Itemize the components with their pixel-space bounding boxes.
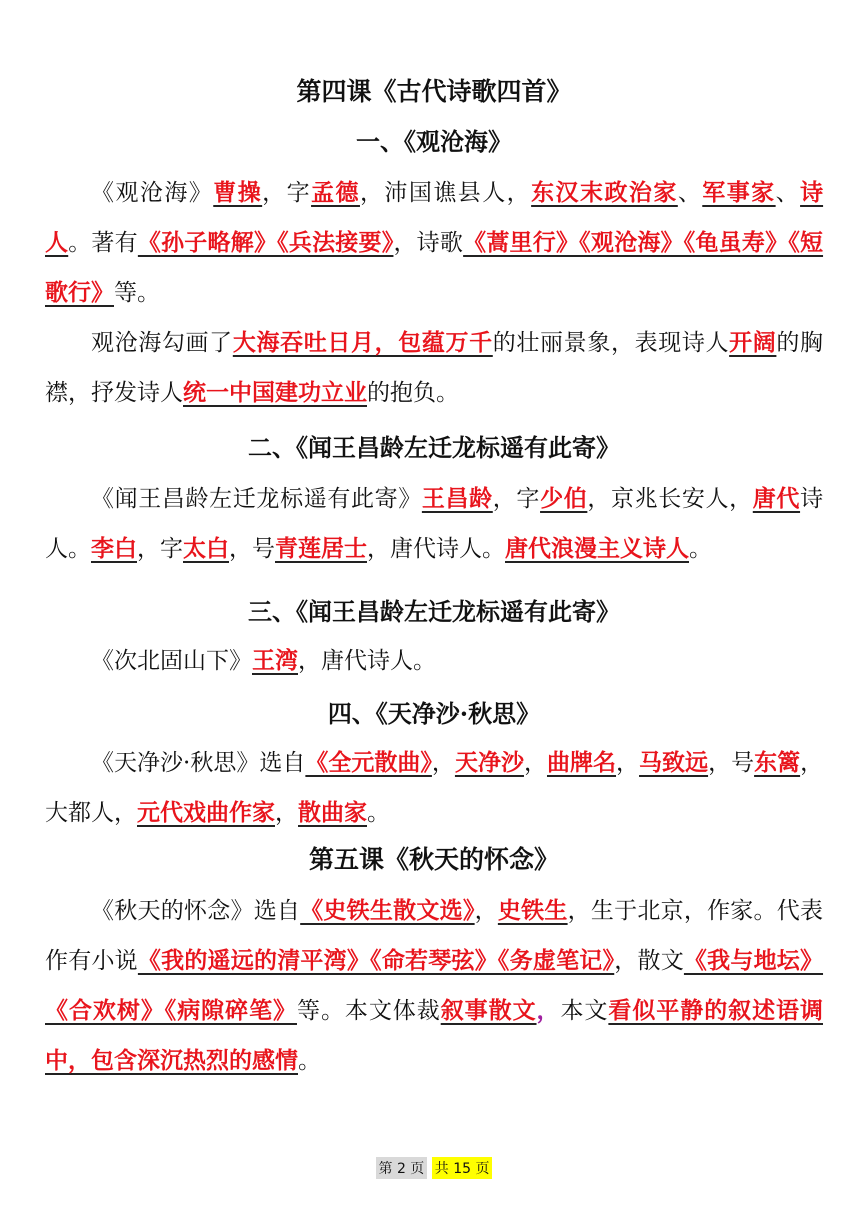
text-run: 的壮丽景象，表现诗人	[492, 330, 730, 356]
text-run: 观沧海勾画了	[91, 330, 233, 356]
keyword: 《孙子略解》《兵法接要》	[137, 229, 394, 256]
keyword: 《全元散曲》	[305, 749, 432, 776]
text-run: ，字	[262, 180, 312, 206]
keyword: 史铁生	[497, 897, 568, 924]
section-1-title: 一、《观沧海》	[356, 127, 512, 156]
keyword: 开阔	[729, 329, 777, 356]
text-run: 的抱负。	[367, 380, 459, 406]
keyword: 《史铁生散文选》	[300, 897, 475, 924]
keyword: 元代戏曲作家	[137, 799, 275, 826]
lesson-5-title: 第五课《秋天的怀念》	[308, 845, 559, 874]
keyword: 《蒿里行》《观沧海》《龟虽寿》《短歌行》	[45, 229, 824, 306]
text-run: ，唐代诗人。	[367, 536, 505, 562]
section-2-paragraph-1	[45, 474, 823, 574]
keyword: 散曲家	[298, 799, 367, 826]
section-3-paragraph-1	[45, 636, 823, 686]
section-4-title: 四、《天净沙·秋思》	[327, 699, 541, 728]
section-5-paragraph-1	[45, 886, 823, 1086]
document-page	[45, 70, 823, 1086]
text-run: 诗人。	[45, 486, 824, 562]
keyword: 东篱	[754, 749, 801, 776]
text-run: ，字	[492, 486, 541, 512]
text-run: ，生于北京，作家。代表作有小说	[45, 898, 824, 974]
keyword: 李白	[91, 535, 137, 562]
keyword: 天净沙	[454, 749, 524, 776]
section-4-paragraph-1	[45, 738, 823, 838]
keyword: 青莲居士	[275, 535, 367, 562]
keyword: 看似平静的叙述语调中，包含深沉热烈的感情	[45, 997, 823, 1074]
section-1-paragraph-2	[45, 318, 823, 418]
keyword: 大海吞吐日月，包蕴万千	[232, 329, 493, 356]
page-number: 第 2 页	[376, 1157, 428, 1179]
text-run: 《闻王昌龄左迁龙标遥有此寄》	[91, 486, 422, 512]
keyword: 统一中国建功立业	[183, 379, 367, 406]
text-run: 、	[775, 180, 801, 206]
keyword: 曹操	[213, 179, 263, 206]
section-2-title: 二、《闻王昌龄左迁龙标遥有此寄》	[248, 433, 620, 462]
keyword: 叙事散文	[440, 997, 537, 1024]
text-run: ，唐代诗人。	[298, 648, 436, 674]
keyword: 诗人	[45, 179, 824, 256]
section-1-paragraph-1	[45, 168, 823, 318]
text-run: 《观沧海》	[91, 180, 214, 206]
text-run: ，	[431, 750, 455, 776]
keyword: 唐代浪漫主义诗人	[505, 535, 689, 562]
keyword: 《我的遥远的清平湾》《命若琴弦》《务虚笔记》	[137, 947, 615, 974]
text-run: ，	[275, 800, 298, 826]
text-run: 、	[677, 180, 703, 206]
text-run: ，字	[137, 536, 183, 562]
page-total: 共 15 页	[432, 1157, 493, 1179]
text-run: 《天净沙·秋思》选自	[91, 750, 306, 776]
text-run: ，沛国谯县人，	[359, 180, 532, 206]
text-run: 本文	[560, 998, 609, 1024]
text-run: ，	[523, 750, 547, 776]
lesson-4-title: 第四课《古代诗歌四首》	[296, 77, 572, 106]
keyword: 太白	[183, 535, 229, 562]
keyword: 《我与地坛》《合欢树》《病隙碎笔》	[45, 947, 824, 1024]
keyword: 王昌龄	[421, 485, 493, 512]
text-run: ，号	[708, 750, 755, 776]
text-run: 。著有	[68, 230, 138, 256]
keyword: 马致远	[639, 749, 709, 776]
keyword: 东汉末政治家	[531, 179, 678, 206]
text-run: 。	[689, 536, 712, 562]
keyword: 唐代	[752, 485, 801, 512]
page-footer	[0, 1157, 868, 1179]
text-run: ，	[616, 750, 640, 776]
keyword: 军事家	[702, 179, 776, 206]
keyword: 少伯	[540, 485, 588, 512]
text-run: ，	[474, 898, 498, 924]
text-run: ，散文	[614, 948, 684, 974]
punctuation-accent: ，	[536, 997, 561, 1024]
text-run: ，号	[229, 536, 275, 562]
text-run: ，大都人，	[45, 750, 824, 826]
text-run: 《次北固山下》	[91, 648, 252, 674]
keyword: 王湾	[252, 647, 298, 674]
section-3-title: 三、《闻王昌龄左迁龙标遥有此寄》	[248, 597, 620, 626]
text-run: ，京兆长安人，	[587, 486, 753, 512]
keyword: 曲牌名	[546, 749, 617, 776]
text-run: 等。	[114, 280, 160, 306]
keyword: 孟德	[311, 179, 360, 206]
text-run: 等。本文体裁	[296, 998, 441, 1024]
text-run: ，诗歌	[393, 230, 464, 256]
text-run: 。	[367, 800, 390, 826]
text-run: 。	[298, 1048, 321, 1074]
text-run: 的胸襟，抒发诗人	[45, 330, 824, 406]
text-run: 《秋天的怀念》选自	[91, 898, 301, 924]
